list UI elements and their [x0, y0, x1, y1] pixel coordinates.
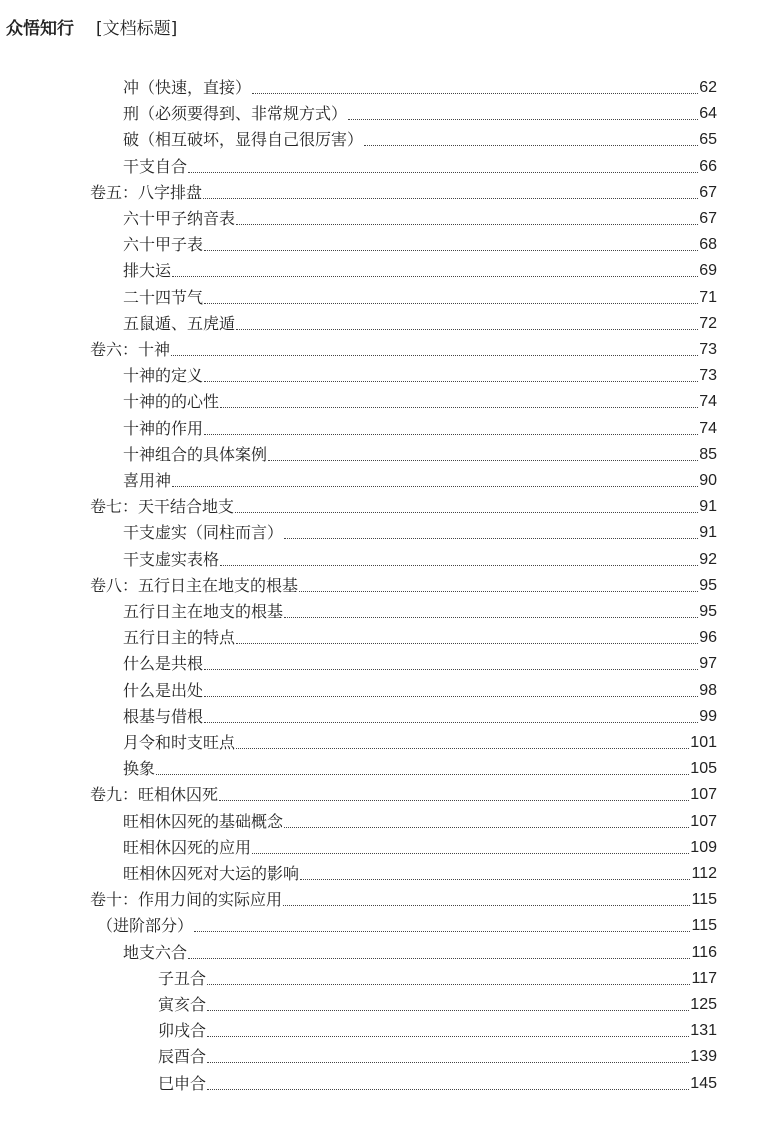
toc-entry-title: 月令和时支旺点	[123, 733, 236, 752]
toc-entry-title: 干支虚实表格	[123, 549, 220, 569]
dot-leader	[236, 224, 698, 225]
toc-page-number: 64	[699, 105, 717, 123]
brand-name: 众悟知行	[6, 18, 74, 39]
toc-entry-title: 旺相休囚死的基础概念	[123, 811, 284, 831]
toc-page-number: 68	[699, 236, 717, 254]
dot-leader	[348, 119, 698, 120]
toc-entry-title: 卷五：八字排盘	[90, 182, 203, 202]
toc-page-number: 67	[699, 210, 717, 227]
dot-leader	[204, 669, 698, 670]
toc-entry-title: 排大运	[123, 261, 172, 281]
toc-chapter-entry[interactable]	[90, 570, 717, 596]
toc-page-number: 105	[690, 760, 717, 778]
toc-entry[interactable]	[123, 937, 717, 963]
toc-entry[interactable]	[123, 832, 717, 858]
dot-leader	[204, 696, 698, 697]
toc-page-number: 90	[699, 472, 717, 489]
toc-entry-title: 卷七：天干结合地支	[90, 497, 235, 517]
toc-page-number: 115	[691, 891, 717, 909]
toc-entry-title: 换象	[123, 759, 156, 779]
toc-entry-title: 十神的的心性	[123, 392, 220, 412]
toc-entry-title: 六十甲子纳音表	[123, 209, 236, 228]
toc-page-number: 145	[690, 1074, 717, 1092]
toc-page-number: 65	[699, 131, 717, 149]
dot-leader	[268, 460, 698, 461]
toc-entry-title: 喜用神	[123, 471, 172, 490]
toc-entry-title: 地支六合	[123, 942, 188, 962]
toc-page-number: 72	[699, 314, 717, 332]
dot-leader	[284, 538, 698, 539]
toc-page-number: 92	[699, 550, 717, 568]
toc-entry[interactable]	[123, 98, 717, 124]
toc-entry-title: 五鼠遁、五虎遁	[123, 313, 236, 333]
toc-entry-title: 根基与借根	[123, 706, 204, 726]
toc-entry[interactable]	[123, 203, 717, 229]
toc-entry[interactable]	[123, 124, 717, 150]
toc-page-number: 99	[699, 707, 717, 725]
toc-page-number: 131	[690, 1022, 717, 1040]
toc-entry-title: 刑（必须要得到、非常规方式）	[123, 104, 348, 124]
dot-leader	[219, 800, 689, 801]
toc-entry[interactable]	[123, 648, 717, 674]
toc-entry[interactable]	[123, 701, 717, 727]
dot-leader	[284, 617, 698, 618]
dot-leader	[204, 722, 698, 723]
toc-page-number: 85	[699, 445, 717, 463]
toc-page-number: 66	[699, 157, 717, 175]
toc-entry[interactable]	[123, 72, 717, 98]
toc-chapter-entry[interactable]	[90, 491, 717, 517]
toc-entry-title: 卷十：作用力间的实际应用	[90, 890, 283, 910]
toc-entry-title: 什么是出处	[123, 680, 204, 700]
toc-entry[interactable]	[123, 806, 717, 832]
toc-page-number: 71	[699, 288, 717, 306]
dot-leader	[203, 198, 698, 199]
toc-entry-title: 破（相互破坏，显得自己很厉害）	[123, 130, 364, 150]
toc-page-number: 125	[690, 996, 717, 1013]
toc-entry-title: 卷八：五行日主在地支的根基	[90, 575, 299, 595]
dot-leader	[207, 1010, 689, 1011]
toc-page-number: 107	[690, 812, 717, 830]
toc-chapter-entry[interactable]	[90, 884, 717, 910]
toc-page-number: 112	[691, 865, 717, 882]
dot-leader	[252, 93, 698, 94]
toc-entry[interactable]	[158, 963, 717, 989]
toc-page-number: 96	[699, 629, 717, 647]
toc-entry[interactable]	[158, 1015, 717, 1041]
toc-entry[interactable]	[123, 439, 717, 465]
dot-leader	[236, 643, 698, 644]
dot-leader	[188, 172, 698, 173]
toc-entry[interactable]	[123, 858, 717, 884]
toc-entry[interactable]	[123, 727, 717, 753]
dot-leader	[194, 931, 690, 932]
toc-page-number: 95	[699, 576, 717, 594]
toc-chapter-entry[interactable]	[90, 779, 717, 805]
toc-entry[interactable]	[158, 1068, 717, 1094]
toc-entry[interactable]	[123, 255, 717, 281]
toc-entry[interactable]	[123, 229, 717, 255]
dot-leader	[284, 827, 689, 828]
dot-leader	[207, 1036, 689, 1037]
dot-leader	[188, 958, 690, 959]
dot-leader	[156, 774, 689, 775]
dot-leader	[300, 879, 690, 880]
toc-entry-title: 什么是共根	[123, 654, 204, 674]
dot-leader	[172, 276, 698, 277]
toc-page-number: 69	[699, 262, 717, 280]
toc-entry[interactable]	[123, 596, 717, 622]
toc-page-number: 74	[699, 419, 717, 437]
toc-page-number: 95	[699, 603, 717, 620]
toc-entry[interactable]	[123, 360, 717, 386]
dot-leader	[252, 853, 689, 854]
dot-leader	[283, 905, 690, 906]
toc-entry-title: 旺相休囚死的应用	[123, 837, 252, 857]
toc-page-number: 97	[699, 655, 717, 673]
dot-leader	[220, 407, 698, 408]
toc-page-number: 139	[690, 1048, 717, 1066]
toc-page-number: 107	[690, 786, 717, 804]
toc-entry-title: 巳申合	[158, 1073, 207, 1093]
document-title: [文档标题]	[96, 18, 178, 39]
toc-page-number: 91	[699, 524, 717, 542]
toc-entry[interactable]	[97, 910, 717, 936]
toc-entry[interactable]	[158, 1041, 717, 1067]
toc-entry[interactable]	[123, 675, 717, 701]
toc-page-number: 109	[690, 838, 717, 856]
dot-leader	[364, 145, 698, 146]
dot-leader	[204, 303, 698, 304]
toc-entry-title: 卷九：旺相休囚死	[90, 785, 219, 805]
toc-page-number: 115	[691, 917, 717, 935]
toc-page-number: 62	[699, 79, 717, 96]
dot-leader	[207, 984, 690, 985]
toc-entry-title: 寅亥合	[158, 995, 207, 1014]
toc-page-number: 116	[691, 943, 717, 961]
dot-leader	[235, 512, 698, 513]
toc-page-number: 73	[699, 367, 717, 385]
toc-entry-title: 五行日主的特点	[123, 628, 236, 648]
dot-leader	[207, 1062, 689, 1063]
dot-leader	[204, 434, 698, 435]
dot-leader	[204, 250, 698, 251]
toc-entry[interactable]	[123, 282, 717, 308]
toc-page-number: 91	[699, 498, 717, 516]
toc-page-number: 98	[699, 681, 717, 699]
toc-entry-title: 干支自合	[123, 156, 188, 176]
toc-page-number: 117	[691, 969, 717, 987]
toc-entry[interactable]	[123, 544, 717, 570]
dot-leader	[171, 355, 698, 356]
toc-entry-title: 子丑合	[158, 968, 207, 988]
toc-entry-title: 五行日主在地支的根基	[123, 602, 284, 621]
toc-entry[interactable]	[123, 517, 717, 543]
toc-page-number: 74	[699, 393, 717, 411]
toc-entry[interactable]	[123, 308, 717, 334]
toc-page-number: 101	[690, 734, 717, 751]
toc-entry[interactable]	[123, 386, 717, 412]
toc-entry-title: 冲（快速，直接）	[123, 78, 252, 97]
toc-entry-title: 十神的作用	[123, 418, 204, 438]
toc-entry-title: 干支虚实（同柱而言）	[123, 523, 284, 543]
toc-page-number: 67	[699, 183, 717, 201]
toc-entry[interactable]	[158, 989, 717, 1015]
toc-entry[interactable]	[123, 622, 717, 648]
toc-entry[interactable]	[123, 413, 717, 439]
toc-entry-title: 卷六：十神	[90, 340, 171, 359]
dot-leader	[172, 486, 698, 487]
toc-entry-title: 六十甲子表	[123, 235, 204, 255]
dot-leader	[236, 329, 698, 330]
dot-leader	[204, 381, 698, 382]
toc-entry-title: 十神组合的具体案例	[123, 444, 268, 464]
toc-entry[interactable]	[123, 753, 717, 779]
toc-entry-title: 旺相休囚死对大运的影响	[123, 864, 300, 883]
dot-leader	[236, 748, 689, 749]
page-header	[6, 12, 177, 40]
toc-entry[interactable]	[123, 151, 717, 177]
toc-entry-title: 十神的定义	[123, 366, 204, 386]
dot-leader	[220, 565, 698, 566]
toc-entry[interactable]	[123, 465, 717, 491]
dot-leader	[207, 1089, 689, 1090]
toc-entry-title: （进阶部分）	[97, 916, 194, 936]
toc-page-number: 73	[699, 341, 717, 358]
toc-entry-title: 卯戌合	[158, 1021, 207, 1041]
toc-chapter-entry[interactable]	[90, 177, 717, 203]
toc-chapter-entry[interactable]	[90, 334, 717, 360]
toc-entry-title: 辰酉合	[158, 1047, 207, 1067]
toc-entry-title: 二十四节气	[123, 287, 204, 307]
dot-leader	[299, 591, 698, 592]
